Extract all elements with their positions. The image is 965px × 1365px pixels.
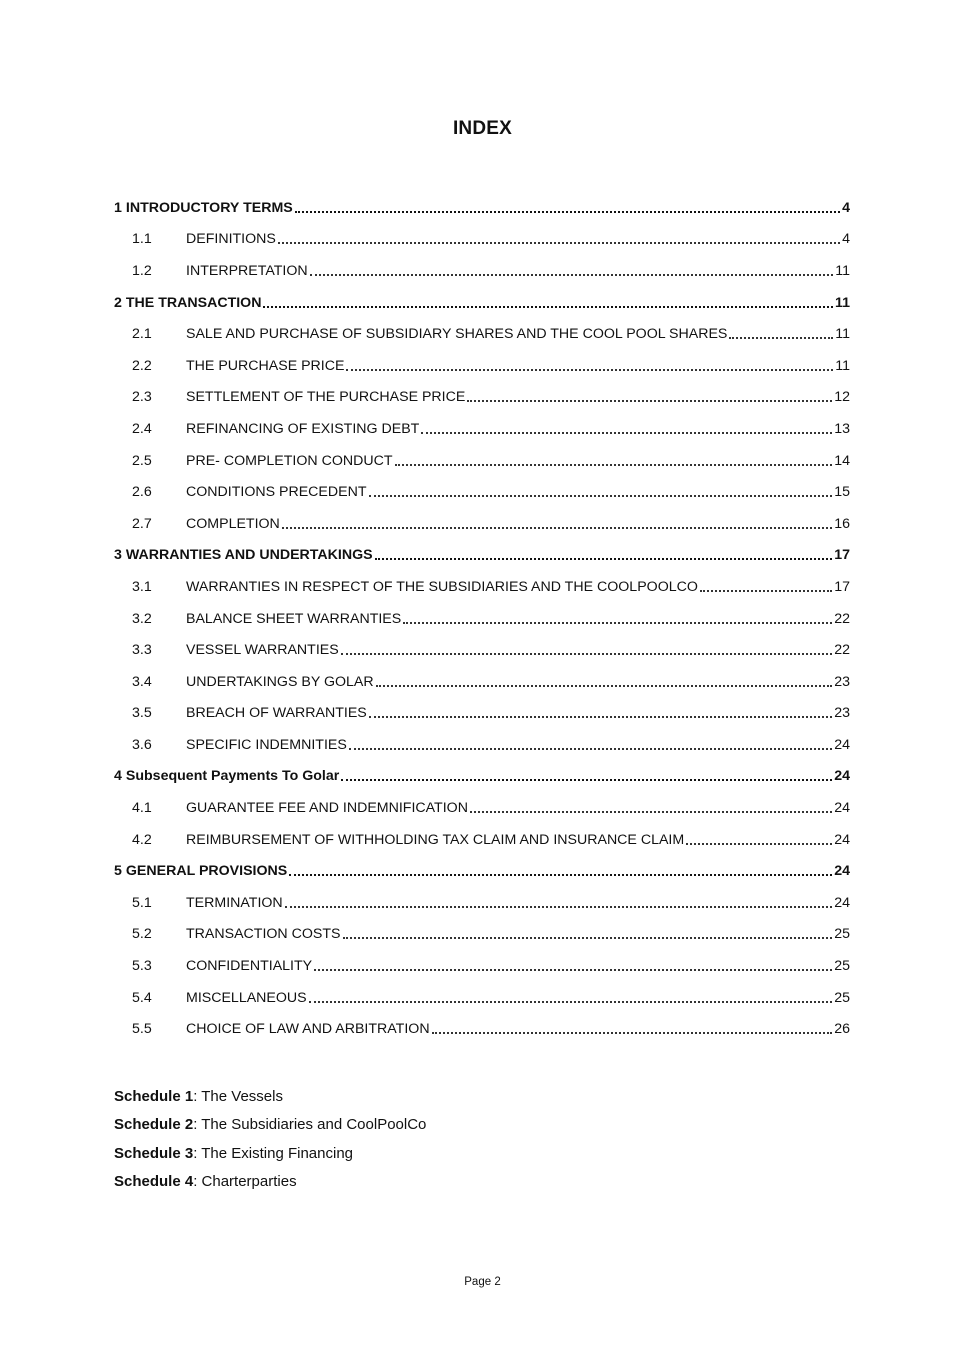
- table-of-contents: [114, 192, 850, 1045]
- toc-entry-section-1[interactable]: [114, 192, 850, 224]
- toc-entry-label: WARRANTIES IN RESPECT OF THE SUBSIDIARIES AND THE COOLPOOLCO: [186, 578, 698, 595]
- page-title: INDEX: [452, 118, 513, 139]
- schedule-name: Schedule 3: [114, 1144, 194, 1162]
- toc-entry-page: 4: [842, 231, 850, 248]
- toc-entry-4-1[interactable]: [114, 792, 850, 824]
- schedule-name: Schedule 2: [114, 1116, 194, 1134]
- toc-entry-number: 2.7: [132, 515, 152, 532]
- toc-entry-3-2[interactable]: [114, 603, 850, 635]
- toc-entry-2-3[interactable]: [114, 382, 850, 414]
- toc-entry-page: 24: [834, 831, 850, 848]
- toc-dot-leader: [369, 485, 833, 499]
- schedule-item-4: [114, 1168, 426, 1196]
- toc-entry-label: CONFIDENTIALITY: [186, 958, 313, 975]
- schedule-list: [114, 1083, 426, 1196]
- toc-dot-leader: [432, 1022, 833, 1036]
- toc-entry-section-2[interactable]: [114, 287, 850, 319]
- toc-dot-leader: [310, 264, 834, 278]
- schedule-description: : The Subsidiaries and CoolPoolCo: [193, 1116, 427, 1134]
- toc-entry-number: 5.2: [132, 926, 152, 943]
- toc-entry-page: 24: [834, 736, 850, 753]
- toc-entry-1-2[interactable]: [114, 255, 850, 287]
- toc-entry-number: 4.1: [132, 800, 152, 817]
- toc-dot-leader: [341, 643, 833, 657]
- toc-entry-5-4[interactable]: [114, 982, 850, 1014]
- toc-dot-leader: [282, 517, 832, 531]
- toc-entry-number: 3.1: [132, 578, 152, 595]
- toc-entry-number: 3.2: [132, 610, 152, 627]
- toc-entry-page: 17: [834, 578, 850, 595]
- toc-entry-label: GENERAL PROVISIONS: [125, 863, 288, 880]
- toc-entry-number: 2.3: [132, 389, 152, 406]
- schedule-name: Schedule 4: [114, 1172, 194, 1190]
- toc-entry-page: 14: [834, 452, 850, 469]
- toc-entry-label: GUARANTEE FEE AND INDEMNIFICATION: [186, 800, 468, 817]
- toc-entry-2-2[interactable]: [114, 350, 850, 382]
- toc-entry-number: 4.2: [132, 831, 152, 848]
- toc-entry-label: Subsequent Payments To Golar: [125, 768, 340, 785]
- toc-entry-2-4[interactable]: [114, 413, 850, 445]
- toc-entry-page: 25: [834, 958, 850, 975]
- toc-entry-page: 11: [835, 262, 850, 279]
- toc-entry-number: 1.2: [132, 262, 152, 279]
- toc-entry-number: 3.6: [132, 736, 152, 753]
- toc-entry-2-7[interactable]: [114, 508, 850, 540]
- toc-entry-number: 5.4: [132, 989, 152, 1006]
- toc-entry-label: THE PURCHASE PRICE: [186, 357, 345, 374]
- toc-entry-label: DEFINITIONS: [186, 231, 276, 248]
- toc-dot-leader: [369, 706, 832, 720]
- toc-entry-number: 4: [114, 768, 122, 785]
- toc-entry-number: 2.2: [132, 357, 152, 374]
- toc-entry-4-2[interactable]: [114, 824, 850, 856]
- toc-entry-page: 4: [842, 199, 850, 216]
- toc-entry-page: 15: [834, 484, 850, 501]
- schedule-item-3: [114, 1140, 426, 1168]
- toc-entry-page: 17: [834, 547, 850, 564]
- toc-entry-label: SPECIFIC INDEMNITIES: [186, 736, 347, 753]
- toc-entry-label: CHOICE OF LAW AND ARBITRATION: [186, 1021, 430, 1038]
- toc-entry-label: REIMBURSEMENT OF WITHHOLDING TAX CLAIM AND INSURANCE CLAIM: [186, 831, 685, 848]
- toc-entry-page: 24: [834, 894, 850, 911]
- toc-entry-label: UNDERTAKINGS BY GOLAR: [186, 673, 374, 690]
- page-number-footer: Page 2: [464, 1276, 501, 1288]
- toc-entry-page: 25: [834, 989, 850, 1006]
- toc-entry-number: 5: [114, 863, 122, 880]
- toc-entry-label: TERMINATION: [186, 894, 283, 911]
- toc-entry-number: 3.4: [132, 673, 152, 690]
- toc-dot-leader: [470, 801, 832, 815]
- toc-entry-label: BREACH OF WARRANTIES: [186, 705, 367, 722]
- toc-dot-leader: [285, 896, 833, 910]
- schedule-item-1: [114, 1083, 426, 1111]
- toc-entry-number: 5.1: [132, 894, 152, 911]
- toc-dot-leader: [343, 927, 833, 941]
- toc-entry-3-5[interactable]: [114, 698, 850, 730]
- toc-entry-page: 24: [834, 768, 850, 785]
- toc-entry-page: 11: [835, 326, 850, 343]
- toc-entry-page: 24: [834, 800, 850, 817]
- toc-entry-label: WARRANTIES AND UNDERTAKINGS: [125, 547, 373, 564]
- toc-entry-page: 25: [834, 926, 850, 943]
- toc-dot-leader: [395, 454, 833, 468]
- toc-entry-2-5[interactable]: [114, 445, 850, 477]
- schedule-item-2: [114, 1111, 426, 1139]
- toc-dot-leader: [263, 296, 833, 310]
- toc-entry-3-4[interactable]: [114, 666, 850, 698]
- toc-entry-label: PRE- COMPLETION CONDUCT: [186, 452, 393, 469]
- toc-dot-leader: [341, 769, 832, 783]
- toc-dot-leader: [295, 201, 840, 215]
- toc-entry-section-3[interactable]: [114, 540, 850, 572]
- toc-dot-leader: [309, 991, 833, 1005]
- toc-entry-number: 1: [114, 199, 122, 216]
- toc-dot-leader: [729, 327, 833, 341]
- toc-entry-page: 13: [834, 420, 850, 437]
- toc-entry-5-3[interactable]: [114, 950, 850, 982]
- toc-dot-leader: [700, 580, 832, 594]
- schedule-description: : The Vessels: [193, 1088, 283, 1105]
- toc-entry-section-4[interactable]: [114, 761, 850, 793]
- toc-entry-number: 5.3: [132, 958, 152, 975]
- toc-dot-leader: [376, 675, 833, 689]
- schedule-description: : The Existing Financing: [193, 1144, 354, 1162]
- toc-entry-5-2[interactable]: [114, 919, 850, 951]
- toc-dot-leader: [403, 612, 832, 626]
- toc-entry-number: 2.4: [132, 420, 152, 437]
- toc-dot-leader: [467, 390, 832, 404]
- toc-dot-leader: [278, 232, 840, 246]
- toc-dot-leader: [421, 422, 832, 436]
- schedule-name: Schedule 1: [114, 1088, 194, 1105]
- toc-entry-page: 12: [834, 389, 850, 406]
- toc-entry-page: 11: [835, 357, 850, 374]
- toc-entry-label: VESSEL WARRANTIES: [186, 642, 339, 659]
- toc-dot-leader: [375, 548, 833, 562]
- toc-entry-page: 23: [834, 673, 850, 690]
- toc-entry-label: TRANSACTION COSTS: [186, 926, 341, 943]
- schedule-description: : Charterparties: [193, 1172, 297, 1190]
- toc-entry-2-6[interactable]: [114, 476, 850, 508]
- toc-entry-number: 3: [114, 547, 122, 564]
- toc-entry-number: 3.3: [132, 642, 152, 659]
- toc-entry-3-6[interactable]: [114, 729, 850, 761]
- toc-entry-label: SALE AND PURCHASE OF SUBSIDIARY SHARES AND THE COOL POOL SHARES: [186, 326, 728, 343]
- toc-entry-label: COMPLETION: [186, 515, 280, 532]
- toc-entry-number: 2.5: [132, 452, 152, 469]
- toc-entry-page: 22: [834, 642, 850, 659]
- toc-entry-3-1[interactable]: [114, 571, 850, 603]
- toc-entry-label: SETTLEMENT OF THE PURCHASE PRICE: [186, 389, 466, 406]
- toc-dot-leader: [349, 738, 832, 752]
- toc-entry-5-5[interactable]: [114, 1013, 850, 1045]
- toc-entry-page: 24: [834, 863, 850, 880]
- toc-entry-label: BALANCE SHEET WARRANTIES: [186, 610, 402, 627]
- toc-entry-5-1[interactable]: [114, 887, 850, 919]
- toc-dot-leader: [314, 959, 832, 973]
- toc-entry-label: REFINANCING OF EXISTING DEBT: [186, 420, 420, 437]
- toc-entry-label: INTRODUCTORY TERMS: [125, 199, 293, 216]
- toc-entry-1-1[interactable]: [114, 224, 850, 256]
- toc-entry-page: 16: [834, 515, 850, 532]
- toc-entry-number: 2.1: [132, 326, 152, 343]
- toc-entry-number: 5.5: [132, 1021, 152, 1038]
- toc-entry-number: 2.6: [132, 484, 152, 501]
- toc-dot-leader: [346, 359, 833, 373]
- toc-entry-number: 1.1: [132, 231, 152, 248]
- toc-entry-label: CONDITIONS PRECEDENT: [186, 484, 367, 501]
- toc-entry-2-1[interactable]: [114, 318, 850, 350]
- toc-entry-page: 23: [834, 705, 850, 722]
- toc-dot-leader: [686, 833, 832, 847]
- toc-entry-label: MISCELLANEOUS: [186, 989, 307, 1006]
- toc-entry-number: 3.5: [132, 705, 152, 722]
- toc-entry-label: INTERPRETATION: [186, 262, 308, 279]
- toc-entry-section-5[interactable]: [114, 855, 850, 887]
- toc-entry-page: 26: [834, 1021, 850, 1038]
- toc-entry-page: 22: [834, 610, 850, 627]
- toc-dot-leader: [289, 864, 832, 878]
- toc-entry-page: 11: [835, 294, 850, 311]
- toc-entry-label: THE TRANSACTION: [125, 294, 262, 311]
- toc-entry-3-3[interactable]: [114, 634, 850, 666]
- toc-entry-number: 2: [114, 294, 122, 311]
